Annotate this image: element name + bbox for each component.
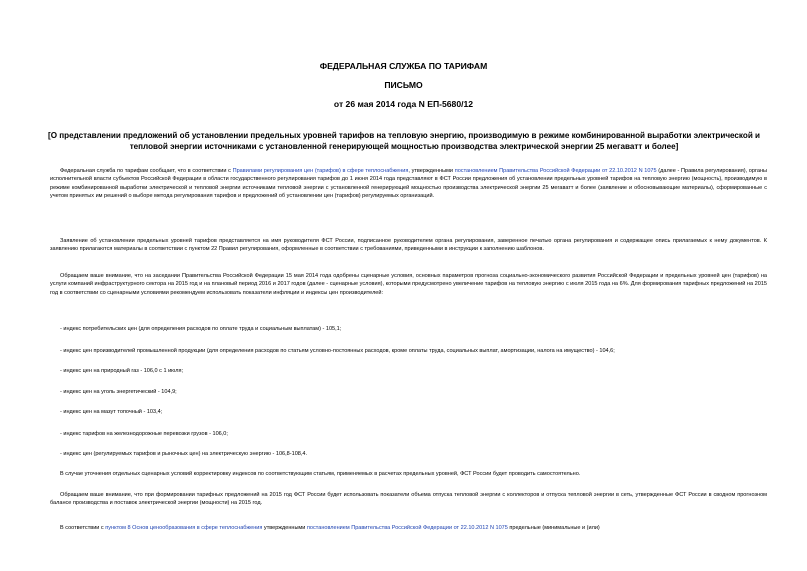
link-rules-regulation[interactable]: Правилами регулирования цен (тарифов) в сфере теплоснабжения [232, 168, 409, 174]
list-item-index-3: - индекс цен на природный газ - 106,0 с 1 июля; [60, 368, 184, 374]
list-item-index-1: - индекс потребительских цен (для определения расходов по оплате труда и социальным выплатам) - 105,1; [60, 326, 342, 332]
paragraph-5: Обращаем ваше внимание, что при формировании тарифных предложений на 2015 год ФСТ России будет использовать показатели объема отпуска тепловой энергии с коллекторов и отпуска тепловой энергии в сеть, утвержденные ФСТ России в сводном прогнозном балансе производства и поставок электрической энергии (мощности) на 2015 год. [50, 492, 767, 507]
paragraph-2: Заявление об установлении предельных уровней тарифов представляется на имя руководителя ФСТ России, подписанное руководителем органа регулирования, заверенное печатью органа регулирования и содержащее опись прилагаемых к нему документов. К заявлению прилагаются материалы в соответствии с пунктом 22 Правил регулирования, оформленные в соответствии с требованиями, приведенными в инструкции к заполнению шаблонов. [50, 238, 767, 253]
list-item-index-7: - индекс цен (регулируемых тарифов и рыночных цен) на электрическую энергию - 106,8-108,4. [60, 451, 308, 457]
paragraph-1-text-b: , утвержденными [408, 168, 455, 174]
paragraph-3: Обращаем ваше внимание, что на заседании Правительства Российской Федерации 15 мая 2014 года одобрены сценарные условия, основных параметров прогноза социально-экономического развития Российской Федерации и предельных уровней цен (тарифов) на услуги компаний инфраструктурного сектора на 2015 год и на плановый период 2016 и 2017 годов (далее - сценарные условия), которыми предусмотрено увеличение тарифов на тепловую энергию с июля 2015 года на 6%. Для формирования тарифных предложений на 2015 год в соответствии со сценарными условиями рекомендуем использовать показатели инфляции и индексы цен производителей: [50, 273, 767, 296]
list-item-index-5: - индекс цен на мазут топочный - 103,4; [60, 409, 163, 415]
document-date-number: от 26 мая 2014 года N ЕП-5680/12 [333, 99, 474, 109]
paragraph-6-text-b: утвержденными [262, 525, 307, 531]
paragraph-1-text-c: (далее - Правила регулирования), органы исполнительной власти субъектов Российской Федерации в области государственного регулирования тарифов до 1 июня 2014 года представляют в ФСТ России предложения об установлении предельных уровней тарифов на тепловую энергию (мощность), производимую в режиме комбинированной выработки электрической и тепловой энергии источниками тепловой энергии с установленной генерирующей мощностью производства электрической энергии 25 мегаватт и более (заявление и обосновывающие материалы), сформированные с учетом принятых им решений о выборе метода регулирования тарифов и предложений об установлении цен (тарифов) регулируемых организаций. [50, 168, 767, 200]
paragraph-6-text-a: В соответствии с [60, 525, 106, 531]
paragraph-6 [50, 524, 767, 533]
agency-heading: ФЕДЕРАЛЬНАЯ СЛУЖБА ПО ТАРИФАМ [319, 61, 488, 71]
document-title: [О представлении предложений об установлении предельных уровней тарифов на тепловую энергию, производимую в режиме комбинированной выработки электрической и тепловой энергии источниками с установленной генерирующей мощностью производства электрической энергии 25 мегаватт и более] [48, 131, 761, 151]
list-item-index-2: - индекс цен производителей промышленной продукции (для определения расходов по статьям условно-постоянных расходов, кроме оплаты труда, социальных выплат, амортизации, налога на имущество) - 104,6; [60, 348, 615, 354]
paragraph-1 [50, 167, 767, 201]
link-government-decree-2[interactable]: постановлением Правительства Российской Федерации от 22.10.2012 N 1075 [306, 525, 508, 531]
link-pricing-basics[interactable]: пунктом 8 Основ ценообразования в сфере теплоснабжения [105, 525, 263, 531]
list-item-index-6: - индекс тарифов на железнодорожные перевозки грузов - 106,0; [60, 431, 228, 437]
paragraph-6-text-c: предельные (минимальные и (или) [507, 525, 600, 531]
document-type: ПИСЬМО [384, 80, 423, 90]
paragraph-1-text-a: Федеральная служба по тарифам сообщает, что в соответствии с [60, 168, 233, 174]
link-government-decree[interactable]: постановлением Правительства Российской Федерации от 22.10.2012 N 1075 [454, 168, 657, 174]
paragraph-4: В случае уточнения отдельных сценарных условий корректировку индексов по соответствующим статьям, применяемых в расчетах предельных уровней, ФСТ России будет проводить самостоятельно. [60, 471, 581, 477]
list-item-index-4: - индекс цен на уголь энергетический - 104,9; [60, 389, 177, 395]
